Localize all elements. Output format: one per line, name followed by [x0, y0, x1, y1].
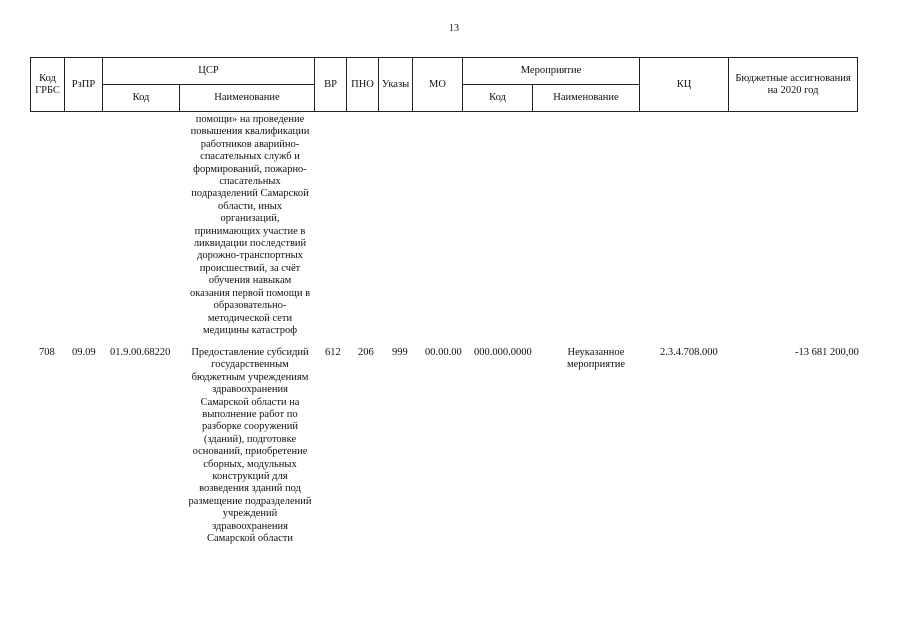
row-mer-code: 000.000.0000	[474, 347, 532, 358]
header-kc: КЦ	[640, 58, 729, 112]
row-amount: -13 681 200,00	[795, 347, 859, 358]
row-pno: 206	[358, 347, 374, 358]
header-pno: ПНО	[347, 58, 379, 112]
continuation-name: помощи» на проведение повышения квалификации работников аварийно- спасательных служб и формирований, пожарно- спасательных подразделений Самарской области, иных организаций, принимающих участие в ликвидации последствий дорожно-транспортных происшествий, за счёт обучения навыкам оказания первой помощи в образовательно- методической сети медицины катастроф	[189, 114, 311, 336]
header-csr-kod: Код	[103, 85, 180, 112]
row-rzpr: 09.09	[72, 347, 96, 358]
row-vr: 612	[325, 347, 341, 358]
header-mer-kod: Код	[463, 85, 533, 112]
table-header	[30, 57, 858, 112]
row-kc: 2.3.4.708.000	[660, 347, 718, 358]
row-grbs: 708	[39, 347, 55, 358]
row-ukazy: 999	[392, 347, 408, 358]
header-rzpr: РзПР	[65, 58, 103, 112]
header-mo: МО	[413, 58, 463, 112]
header-kod-grbs: Код ГРБС	[31, 58, 65, 112]
header-ukazy: Указы	[379, 58, 413, 112]
header-csr: ЦСР	[103, 58, 315, 85]
header-vr: ВР	[315, 58, 347, 112]
row-csr-code: 01.9.00.68220	[110, 347, 171, 358]
header-mer-name: Наименование	[533, 85, 640, 112]
header-csr-name: Наименование	[180, 85, 315, 112]
page-number: 13	[449, 23, 459, 34]
header-meropriyatie: Мероприятие	[463, 58, 640, 85]
row-mo: 00.00.00	[425, 347, 462, 358]
header-budget: Бюджетные ассигнования на 2020 год	[729, 58, 858, 112]
row-name: Предоставление субсидий государственным бюджетным учреждениям здравоохранения Самарской области на выполнение работ по разборке сооружений (зданий), подготовке оснований, приобретение сборных, модульных конструкций для возведения зданий под размещение подразделений учреждений здравоохранения Самарской области	[188, 347, 312, 545]
row-mer-name: Неуказанное мероприятие	[567, 347, 625, 371]
